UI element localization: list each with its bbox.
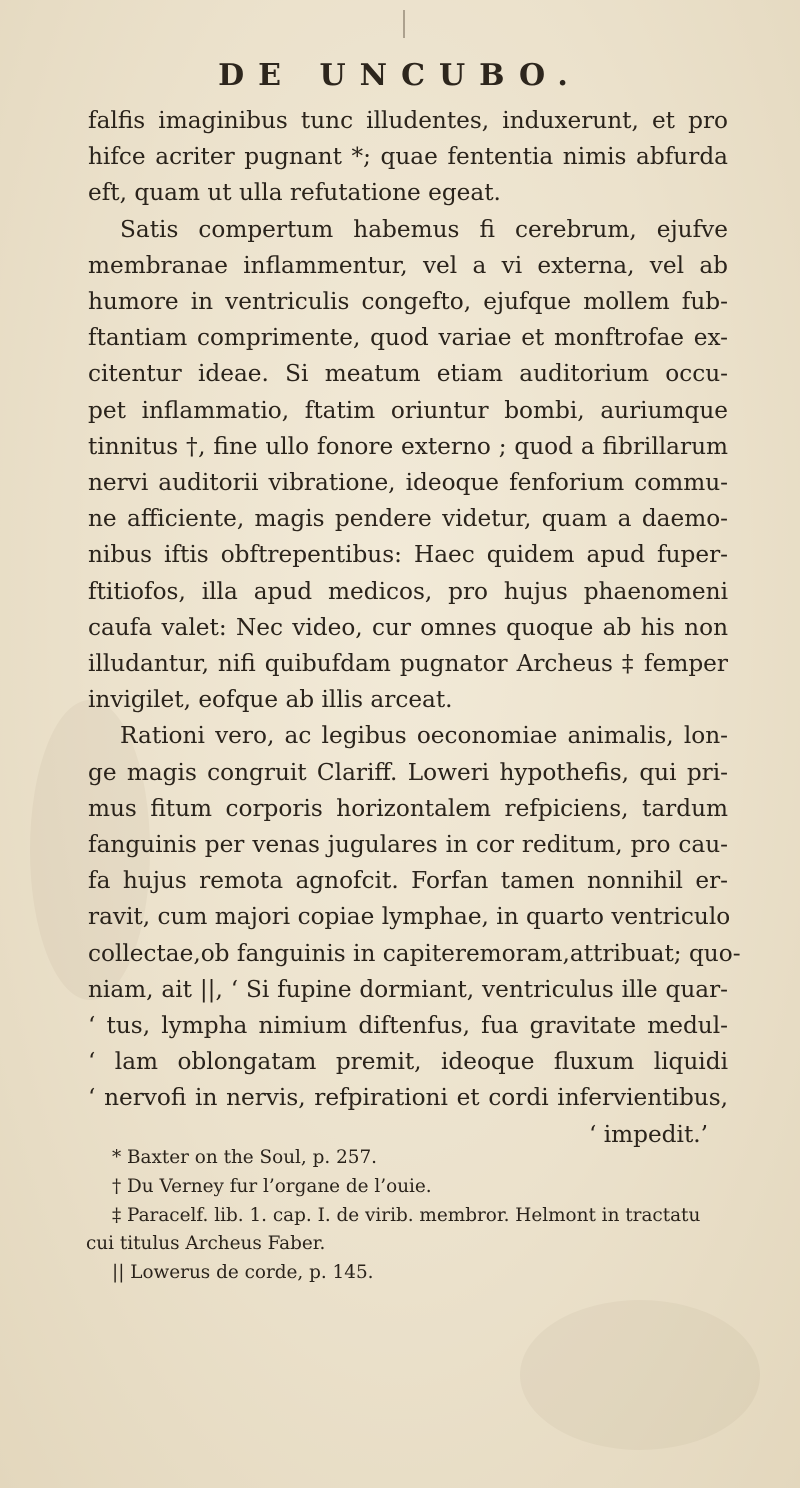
text-line: fa hujus remota agnofcit. Forfan tamen nonnihil er- [88,867,728,895]
footnote: cui titulus Archeus Faber. [86,1233,326,1255]
page-mark [403,10,405,38]
text-line: ‘ tus, lympha nimium diftenfus, fua gravitate medul- [88,1012,728,1040]
text-line: ‘ lam oblongatam premit, ideoque fluxum liquidi [88,1048,728,1076]
text-line: invigilet, eofque ab illis arceat. [88,686,453,714]
running-head: DE UNCUBO. [218,58,582,93]
text-line: pet inflammatio, ftatim oriuntur bombi, auriumque [88,396,728,424]
text-line: niam, ait ||, ‘ Si fupine dormiant, ventriculus ille quar- [88,975,728,1003]
text-line: Rationi vero, ac legibus oeconomiae animalis, lon- [120,722,728,750]
text-line: citentur ideae. Si meatum etiam auditorium occu- [88,360,728,388]
paper-stain [520,1300,760,1450]
footnote: ‡ Paracelf. lib. 1. cap. I. de virib. membror. Helmont in tractatu [112,1204,701,1226]
text-line: humore in ventriculis congefto, ejufque mollem fub- [88,288,728,316]
text-line: hifce acriter pugnant *; quae fententia nimis abfurda [88,143,728,171]
text-line: ftantiam comprimente, quod variae et monftrofae ex- [88,324,728,352]
footnote: † Du Verney fur l’organe de l’ouie. [112,1175,432,1197]
footnotes [86,1144,732,1288]
main-text [88,103,741,1153]
text-line: collectae,ob fanguinis in capiteremoram,attribuat; quo- [88,939,741,967]
text-line: nibus iftis obftrepentibus: Haec quidem apud fuper- [88,541,728,569]
text-line: nervi auditorii vibratione, ideoque fenforium commu- [88,469,728,497]
text-line: membranae inflammentur, vel a vi externa, vel ab [88,251,728,279]
text-line: ‘ impedit.’ [588,1120,708,1148]
text-line: illudantur, nifi quibufdam pugnator Archeus ‡ femper [88,650,728,678]
text-line: falfis imaginibus tunc illudentes, induxerunt, et pro [88,107,728,134]
text-line: fanguinis per venas jugulares in cor reditum, pro cau- [88,831,728,859]
text-line: mus fitum corporis horizontalem refpiciens, tardum [88,794,728,822]
text-line: ravit, cum majori copiae lymphae, in quarto ventriculo [88,903,731,931]
text-line: ge magis congruit Clariff. Loweri hypothefis, qui pri- [88,758,728,786]
text-line: ne afficiente, magis pendere videtur, quam a daemo- [88,505,728,533]
text-line: tinnitus †, fine ullo fonore externo ; quod a fibrillarum [88,432,728,460]
text-line: ‘ nervofi in nervis, refpirationi et cordi infervientibus, [88,1084,728,1112]
footnote: * Baxter on the Soul, p. 257. [112,1147,378,1168]
text-line: Satis compertum habemus fi cerebrum, ejufve [120,215,728,243]
text-line: caufa valet: Nec video, cur omnes quoque ab his non [88,613,728,641]
text-line: eft, quam ut ulla refutatione egeat. [88,179,501,207]
footnote: || Lowerus de corde, p. 145. [112,1262,374,1284]
text-line: ftitiofos, illa apud medicos, pro hujus phaenomeni [88,577,728,605]
